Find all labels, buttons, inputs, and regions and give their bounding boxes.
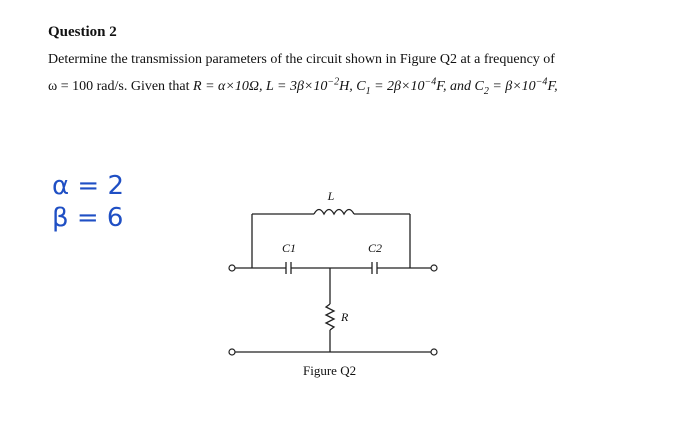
question-line-1: Determine the transmission parameters of the circuit shown in Figure Q2 at a frequency of — [48, 52, 555, 67]
handwritten-note — [50, 168, 170, 238]
inductor-symbol — [314, 210, 354, 215]
c1-value: $C_1 = 2\beta\times 10^{-4}F$, and — [356, 76, 471, 97]
terminal-in-bottom — [229, 349, 235, 355]
label-c2: C2 — [368, 241, 383, 255]
label-c1: C1 — [282, 241, 297, 255]
question-heading: Question 2 — [48, 24, 117, 40]
omega-value: ω = 100 rad/s. — [48, 79, 128, 94]
terminal-out-bottom — [431, 349, 437, 355]
c2-value: $C_2 = \beta\times 10^{-4}F$, — [474, 76, 558, 97]
circuit-diagram — [222, 186, 442, 361]
given-text: Given that — [130, 79, 190, 94]
label-r: R — [341, 310, 349, 324]
terminal-in-top — [229, 265, 235, 271]
handwritten-beta: β = 6 — [52, 203, 124, 233]
terminal-out-top — [431, 265, 437, 271]
r-value: R = α×10Ω, — [193, 79, 263, 94]
question-line-2 — [48, 76, 558, 97]
resistor-symbol — [326, 304, 334, 330]
figure-caption: Figure Q2 — [303, 363, 357, 378]
l-value: $L = 3\beta\times 10^{-2}H$, — [265, 76, 353, 94]
handwritten-alpha: α = 2 — [52, 171, 124, 201]
label-l: L — [327, 189, 335, 203]
